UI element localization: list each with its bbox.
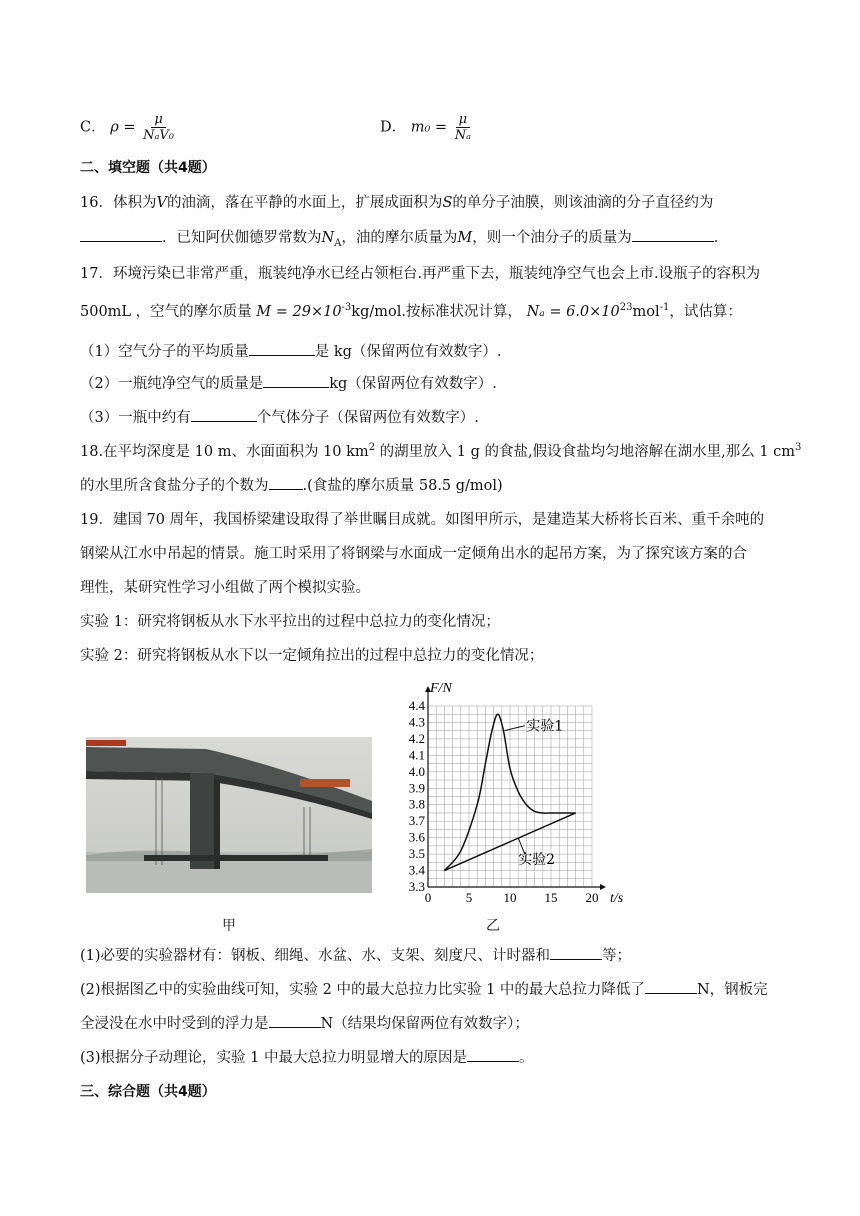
q17-unit: kg/mol [351, 304, 402, 320]
q17-line1: 17．环境污染已非常严重，瓶装纯净水已经占领柜台.再严重下去，瓶装纯净空气也会上市.设瓶子的容积为 [80, 266, 761, 282]
x-tick-label: 20 [585, 890, 599, 905]
q18-line2 [80, 474, 503, 495]
q19-line3: 理性，某研究性学习小组做了两个模拟实验。 [80, 580, 370, 596]
section-title-comprehensive: 三、综合题（共4题） [80, 1084, 216, 1100]
q16-blank-mass[interactable] [632, 227, 714, 242]
y-tick-label: 3.4 [408, 862, 425, 878]
figure-caption-a: 甲 [222, 918, 236, 934]
q19-part2-line2 [80, 1012, 529, 1033]
y-tick-label: 3.9 [408, 780, 425, 796]
q16-text: 的油滴，落在平静的水面上，扩展成面积为 [166, 195, 443, 211]
q16-text: 16．体积为 [80, 195, 157, 211]
q18-text: .(食盐的摩尔质量 58.5 g/mol) [302, 478, 503, 494]
q19-part1-text: 等； [602, 948, 632, 964]
q19-experiment1: 实验 1：研究将钢板从水下水平拉出的过程中总拉力的变化情况； [80, 614, 500, 630]
q17-sub3 [80, 406, 479, 427]
q17-blank-avg-mass[interactable] [249, 341, 315, 356]
force-time-chart [392, 672, 632, 912]
q16-blank-diameter[interactable] [80, 227, 162, 242]
option-d-lhs: m₀ = [410, 119, 448, 136]
q19-part3-text: 。 [518, 1050, 534, 1066]
q19-blank-reason[interactable] [467, 1047, 519, 1062]
q19-part2-text: N，钢板完 [696, 982, 768, 998]
y-axis-label: F/N [430, 681, 452, 696]
option-d [380, 112, 474, 143]
q19-blank-equipment[interactable] [550, 945, 602, 960]
q16-line1 [80, 191, 713, 212]
q18-blank-count[interactable] [269, 475, 303, 490]
option-c-label: C． [80, 119, 106, 136]
y-tick-label: 3.7 [408, 813, 425, 829]
q17-sub2 [80, 372, 497, 393]
q17-sub2-text: kg（保留两位有效数字）. [329, 376, 497, 392]
series-1-label: 实验1 [526, 718, 564, 735]
q17-text: .按标准状况计算， [401, 304, 522, 320]
q16-line2 [80, 226, 728, 249]
option-d-label: D． [380, 119, 407, 136]
q18-line1 [80, 440, 801, 461]
y-tick-label: 3.5 [408, 846, 425, 862]
y-tick-label: 3.3 [408, 879, 425, 894]
q16-text: ．已知阿伏伽德罗常数为 [162, 230, 322, 246]
option-d-denominator: Nₐ [454, 128, 471, 143]
x-axis-arrow [600, 884, 606, 890]
x-tick-label: 5 [465, 890, 473, 905]
q17-text: 500mL ，空气的摩尔质量 [80, 304, 252, 320]
option-c [80, 112, 177, 143]
series-2-label: 实验2 [518, 851, 556, 868]
y-tick-label: 3.8 [408, 796, 425, 812]
q17-sub3-text: （3）一瓶中约有 [80, 410, 191, 426]
y-tick-label: 3.6 [408, 829, 425, 845]
q18-exp: 2 [368, 442, 376, 454]
q17-avogadro: Nₐ = 6.0×10 [526, 304, 620, 320]
q17-sub1 [80, 340, 502, 361]
q17-sub1-text: （1）空气分子的平均质量 [80, 344, 249, 360]
option-c-fraction [140, 112, 177, 143]
q19-line1: 19．建国 70 周年，我国桥梁建设取得了举世瞩目成就。如图甲所示，是建造某大桥将长百米、重千余吨的 [80, 512, 765, 528]
q16-text: 的单分子油膜，则该油滴的分子直径约为 [452, 195, 714, 211]
q17-sub3-text: 个气体分子（保留两位有效数字）. [256, 410, 479, 426]
q17-blank-air-mass[interactable] [263, 373, 329, 388]
q19-experiment2: 实验 2：研究将钢板从水下以一定倾角拉出的过程中总拉力的变化情况； [80, 648, 544, 664]
q18-text: 的湖里放入 1 g 的食盐,假设食盐均匀地溶解在湖水里,那么 1 cm [375, 444, 796, 460]
section-title-fill-blank: 二、填空题（共4题） [80, 160, 216, 176]
q19-part2-line1 [80, 978, 768, 999]
q19-part2-text: N（结果均保留两位有效数字）； [320, 1016, 529, 1032]
y-tick-label: 4.3 [408, 714, 425, 730]
option-c-numerator: μ [151, 112, 165, 128]
q19-part3 [80, 1046, 533, 1067]
option-c-lhs: ρ = [110, 119, 136, 136]
y-tick-label: 4.4 [408, 698, 425, 713]
q16-var-n: N [321, 230, 335, 246]
q19-part3-text: (3)根据分子动理论，实验 1 中最大总拉力明显增大的原因是 [80, 1050, 467, 1066]
q18-text: 的水里所含食盐分子的个数为 [80, 478, 269, 494]
q16-text: ，油的摩尔质量为 [341, 230, 458, 246]
q19-part1 [80, 944, 631, 965]
bridge-photo [86, 737, 372, 893]
y-tick-label: 4.0 [408, 763, 425, 779]
q16-sub-a: A [334, 237, 342, 249]
q16-text: ，则一个油分子的质量为 [472, 230, 632, 246]
q17-blank-molecule-count[interactable] [191, 407, 257, 422]
y-tick-label: 4.1 [408, 747, 425, 763]
figure-caption-b: 乙 [486, 918, 500, 934]
q17-exp: 23 [619, 302, 633, 314]
q18-text: 18.在平均深度是 10 m、水面面积为 10 km [80, 444, 369, 460]
q19-blank-buoyancy[interactable] [269, 1013, 321, 1028]
series-1-leader [504, 726, 525, 731]
q17-sub1-text: 是 kg（保留两位有效数字）. [314, 344, 502, 360]
q16-var-m: M [457, 230, 473, 246]
x-axis-label: t/s [610, 891, 624, 906]
option-d-fraction [452, 112, 474, 143]
q16-text: ． [713, 230, 729, 246]
x-tick-label: 10 [503, 890, 517, 905]
q17-line2 [80, 300, 742, 321]
q18-exp: 3 [795, 442, 802, 454]
q19-part2-text: (2)根据图乙中的实验曲线可知，实验 2 中的最大总拉力比实验 1 中的最大总拉力降低了 [80, 982, 645, 998]
q17-exp: -1 [659, 302, 670, 314]
x-tick-label: 15 [544, 890, 558, 905]
q19-part1-text: (1)必要的实验器材有：钢板、细绳、水盆、水、支架、刻度尺、计时器和 [80, 948, 551, 964]
q16-var-s: S [442, 195, 453, 211]
q19-blank-force-drop[interactable] [645, 979, 697, 994]
x-tick-label: 0 [424, 890, 432, 905]
q17-sub2-text: （2）一瓶纯净空气的质量是 [80, 376, 264, 392]
q17-molar-mass: M = 29×10 [256, 304, 342, 320]
q17-exp: -3 [341, 302, 352, 314]
q17-text: ，试估算： [669, 304, 742, 320]
q19-part2-text: 全浸没在水中时受到的浮力是 [80, 1016, 269, 1032]
q16-var-v: V [156, 195, 167, 211]
q17-unit: mol [632, 304, 660, 320]
q19-line2: 钢梁从江水中吊起的情景。施工时采用了将钢梁与水面成一定倾角出水的起吊方案，为了探究该方案的合 [80, 546, 747, 562]
y-tick-label: 4.2 [408, 730, 425, 746]
option-d-numerator: μ [456, 112, 470, 128]
option-c-denominator: NₐV₀ [143, 128, 174, 143]
